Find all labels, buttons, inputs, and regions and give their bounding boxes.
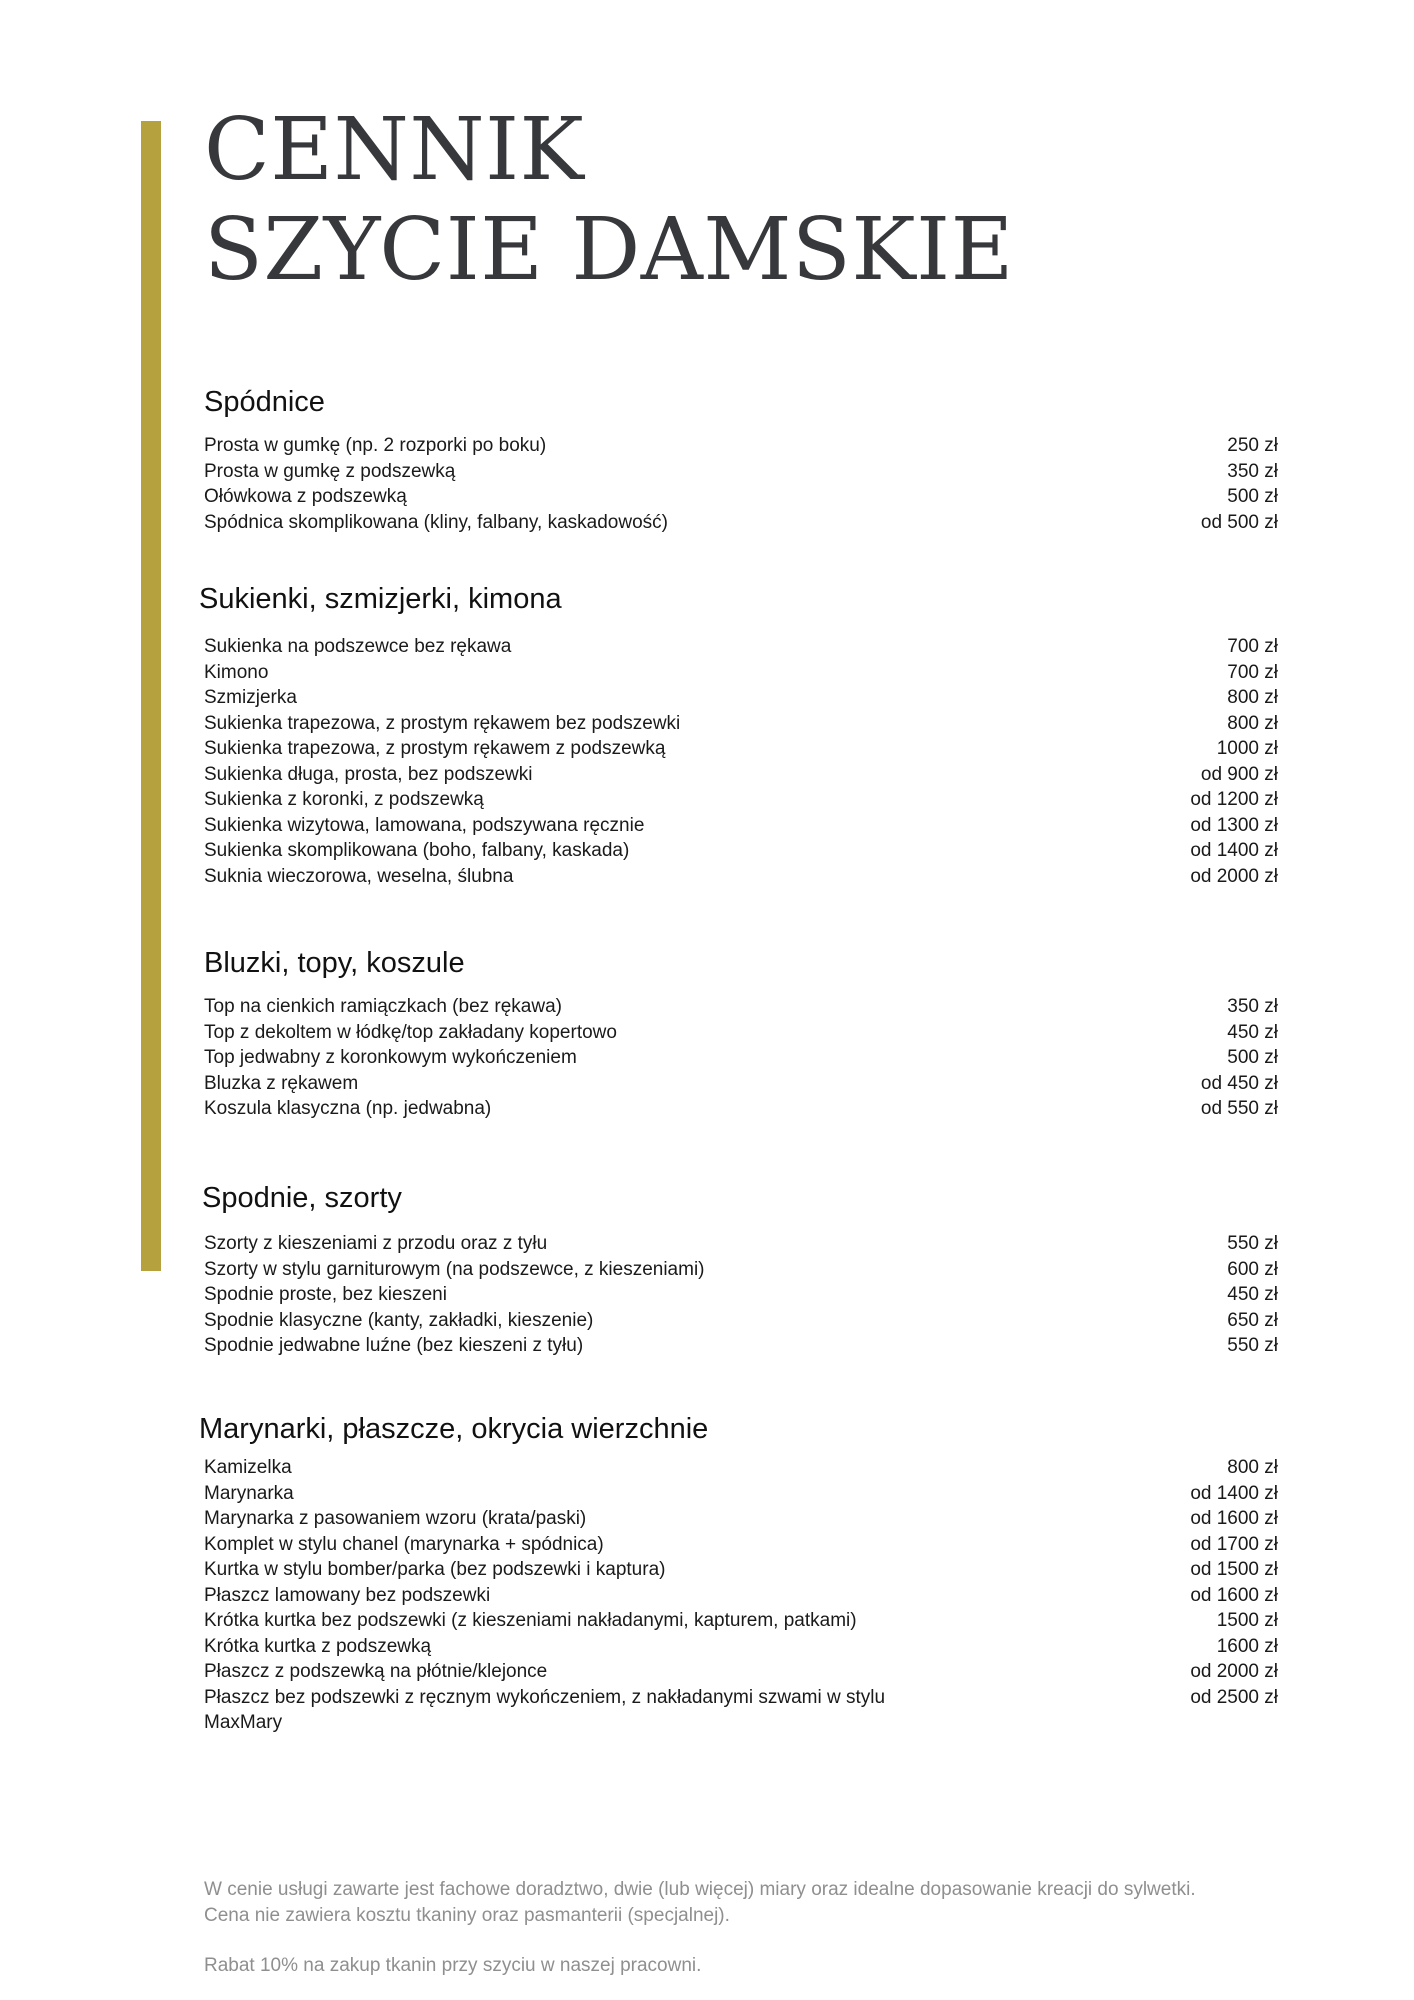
price-item bbox=[204, 1231, 1278, 1257]
section-heading-marynarki: Marynarki, płaszcze, okrycia wierzchnie bbox=[199, 1413, 709, 1445]
price-item bbox=[204, 1557, 1278, 1583]
item-name: Płaszcz z podszewką na płótnie/klejonce bbox=[204, 1661, 548, 1682]
price-item bbox=[204, 994, 1278, 1020]
price-item bbox=[204, 1455, 1278, 1481]
price-item bbox=[204, 433, 1278, 459]
item-price: od 1300 zł bbox=[1190, 814, 1278, 836]
section-heading-spodnie: Spodnie, szorty bbox=[202, 1182, 402, 1214]
item-name: Marynarka bbox=[204, 1482, 294, 1504]
item-price: od 450 zł bbox=[1200, 1072, 1278, 1094]
item-price: od 1500 zł bbox=[1190, 1559, 1278, 1580]
item-name: Płaszcz lamowany bez podszewki bbox=[204, 1584, 491, 1606]
item-name: Spódnica skomplikowana (kliny, falbany, kaskadowość) bbox=[204, 511, 668, 533]
price-item bbox=[204, 1020, 1278, 1046]
price-item bbox=[204, 1659, 1278, 1685]
item-price: 700 zł bbox=[1227, 661, 1278, 683]
item-name: Prosta w gumkę (np. 2 rozporki po boku) bbox=[204, 435, 547, 456]
item-name: Spodnie proste, bez kieszeni bbox=[204, 1284, 447, 1305]
item-name: Top z dekoltem w łódkę/top zakładany kopertowo bbox=[204, 1021, 617, 1043]
accent-bar bbox=[141, 121, 161, 1271]
item-price: 650 zł bbox=[1227, 1309, 1278, 1331]
item-name: Komplet w stylu chanel (marynarka + spódnica) bbox=[204, 1533, 604, 1555]
price-item bbox=[204, 510, 1278, 536]
item-name: Top jedwabny z koronkowym wykończeniem bbox=[204, 1047, 577, 1068]
price-item bbox=[204, 1685, 1278, 1736]
price-list-spodnie bbox=[204, 1231, 1278, 1359]
item-name: Sukienka długa, prosta, bez podszewki bbox=[204, 763, 533, 785]
item-price: 1600 zł bbox=[1216, 1635, 1278, 1657]
price-list-sukienki bbox=[204, 634, 1278, 889]
price-item bbox=[204, 1282, 1278, 1308]
price-item bbox=[204, 864, 1278, 890]
item-price: od 1600 zł bbox=[1190, 1584, 1278, 1606]
item-price: 500 zł bbox=[1227, 1047, 1278, 1068]
item-name: Sukienka trapezowa, z prostym rękawem z podszewką bbox=[204, 738, 666, 759]
item-name: Marynarka z pasowaniem wzoru (krata/paski) bbox=[204, 1508, 587, 1529]
price-item bbox=[204, 1071, 1278, 1097]
item-price: od 1400 zł bbox=[1190, 840, 1278, 861]
item-price: 1500 zł bbox=[1216, 1610, 1278, 1631]
item-name: Sukienka na podszewce bez rękawa bbox=[204, 636, 512, 657]
price-list-spodnice bbox=[204, 433, 1278, 535]
item-price: 550 zł bbox=[1227, 1233, 1278, 1254]
item-name: Sukienka wizytowa, lamowana, podszywana ręcznie bbox=[204, 814, 645, 836]
price-list-bluzki bbox=[204, 994, 1278, 1122]
item-price: 800 zł bbox=[1227, 687, 1278, 708]
price-item bbox=[204, 1608, 1278, 1634]
discount-note: Rabat 10% na zakup tkanin przy szyciu w naszej pracowni. bbox=[204, 1955, 702, 1976]
price-item bbox=[204, 1506, 1278, 1532]
item-name: Top na cienkich ramiączkach (bez rękawa) bbox=[204, 996, 562, 1017]
item-name: Kimono bbox=[204, 661, 269, 683]
price-item bbox=[204, 711, 1278, 737]
price-item bbox=[204, 1333, 1278, 1359]
item-price: 600 zł bbox=[1227, 1258, 1278, 1280]
item-name: Sukienka trapezowa, z prostym rękawem bez podszewki bbox=[204, 712, 681, 734]
item-name: Prosta w gumkę z podszewką bbox=[204, 460, 456, 482]
item-price: 500 zł bbox=[1227, 486, 1278, 507]
price-item bbox=[204, 459, 1278, 485]
item-name: Koszula klasyczna (np. jedwabna) bbox=[204, 1098, 492, 1119]
item-price: od 1700 zł bbox=[1190, 1533, 1278, 1555]
item-name: Kamizelka bbox=[204, 1457, 292, 1478]
price-list-marynarki bbox=[204, 1455, 1278, 1736]
item-name: Szorty w stylu garniturowym (na podszewce, z kieszeniami) bbox=[204, 1258, 705, 1280]
item-name: Szmizjerka bbox=[204, 687, 297, 708]
title-line-1: CENNIK bbox=[204, 100, 585, 200]
item-price: 550 zł bbox=[1227, 1335, 1278, 1356]
price-item bbox=[204, 660, 1278, 686]
price-item bbox=[204, 1634, 1278, 1660]
price-item bbox=[204, 1532, 1278, 1558]
price-item bbox=[204, 762, 1278, 788]
item-name: Kurtka w stylu bomber/parka (bez podszewki i kaptura) bbox=[204, 1559, 666, 1580]
section-heading-sukienki: Sukienki, szmizjerki, kimona bbox=[199, 583, 562, 615]
price-item bbox=[204, 813, 1278, 839]
item-name: Spodnie jedwabne luźne (bez kieszeni z tyłu) bbox=[204, 1335, 584, 1356]
page-title bbox=[204, 100, 1014, 300]
price-item bbox=[204, 484, 1278, 510]
price-item bbox=[204, 1257, 1278, 1283]
item-price: od 1200 zł bbox=[1190, 789, 1278, 810]
section-heading-bluzki: Bluzki, topy, koszule bbox=[204, 947, 465, 979]
item-price: od 500 zł bbox=[1200, 511, 1278, 533]
item-price: 450 zł bbox=[1227, 1021, 1278, 1043]
price-item bbox=[204, 1045, 1278, 1071]
item-name: Sukienka z koronki, z podszewką bbox=[204, 789, 484, 810]
item-price: 800 zł bbox=[1227, 1457, 1278, 1478]
item-price: 450 zł bbox=[1227, 1284, 1278, 1305]
item-name: Spodnie klasyczne (kanty, zakładki, kieszenie) bbox=[204, 1309, 594, 1331]
item-name: Suknia wieczorowa, weselna, ślubna bbox=[204, 865, 514, 887]
price-item bbox=[204, 1481, 1278, 1507]
price-item bbox=[204, 1308, 1278, 1334]
item-name: Krótka kurtka bez podszewki (z kieszeniami nakładanymi, kapturem, patkami) bbox=[204, 1610, 857, 1631]
item-price: 1000 zł bbox=[1216, 738, 1278, 759]
item-price: od 2000 zł bbox=[1190, 1661, 1278, 1682]
item-name: Ołówkowa z podszewką bbox=[204, 486, 407, 507]
price-item bbox=[204, 736, 1278, 762]
item-price: 350 zł bbox=[1227, 460, 1278, 482]
item-price: od 2000 zł bbox=[1190, 865, 1278, 887]
item-price: od 1400 zł bbox=[1190, 1482, 1278, 1504]
item-name: Płaszcz bez podszewki z ręcznym wykończeniem, z nakładanymi szwami w stylu MaxMary bbox=[204, 1686, 886, 1733]
section-heading-spodnice: Spódnice bbox=[204, 386, 325, 418]
item-price: 800 zł bbox=[1227, 712, 1278, 734]
item-price: od 900 zł bbox=[1200, 763, 1278, 785]
price-item bbox=[204, 685, 1278, 711]
item-name: Bluzka z rękawem bbox=[204, 1072, 359, 1094]
pricing-note: W cenie usługi zawarte jest fachowe doradztwo, dwie (lub więcej) miary oraz idealne dopasowanie kreacji do sylwetki. Cena nie zawiera kosztu tkaniny oraz pasmanterii (specjalnej). bbox=[204, 1879, 1196, 1926]
price-item bbox=[204, 838, 1278, 864]
item-price: od 1600 zł bbox=[1190, 1508, 1278, 1529]
item-price: od 550 zł bbox=[1200, 1098, 1278, 1119]
item-name: Krótka kurtka z podszewką bbox=[204, 1635, 432, 1657]
title-line-2: SZYCIE DAMSKIE bbox=[204, 200, 1014, 300]
price-item bbox=[204, 787, 1278, 813]
item-price: 250 zł bbox=[1227, 435, 1278, 456]
price-item bbox=[204, 634, 1278, 660]
item-price: 700 zł bbox=[1227, 636, 1278, 657]
item-price: od 2500 zł bbox=[1190, 1686, 1278, 1708]
item-price: 350 zł bbox=[1227, 996, 1278, 1017]
item-name: Szorty z kieszeniami z przodu oraz z tyłu bbox=[204, 1233, 548, 1254]
price-item bbox=[204, 1096, 1278, 1122]
item-name: Sukienka skomplikowana (boho, falbany, kaskada) bbox=[204, 840, 630, 861]
price-item bbox=[204, 1583, 1278, 1609]
